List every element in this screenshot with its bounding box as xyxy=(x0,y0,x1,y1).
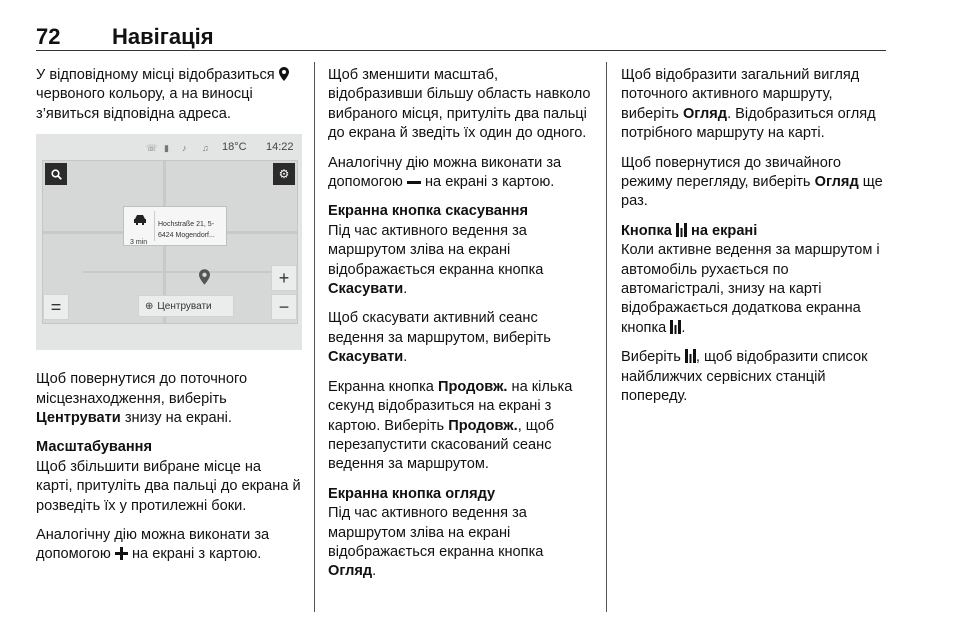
fuel-station-icon xyxy=(670,320,681,334)
plus-icon: + xyxy=(278,267,290,288)
paragraph: Екранна кнопка Продовж. на кілька секунд відобразиться на екрані з картою. Виберіть Продовж., щоб перезапустити скасований сеанс ведення за маршрутом. xyxy=(328,378,573,473)
address-line-2: 6424 Mogendorf... xyxy=(158,232,215,240)
clock: 14:22 xyxy=(266,141,294,154)
menu-icon: = xyxy=(50,296,62,317)
car-icon xyxy=(130,212,150,231)
center-button[interactable]: ⊕ Центрувати xyxy=(138,295,234,317)
signal-icon: ▮ xyxy=(164,143,169,154)
navigation-screenshot xyxy=(36,134,302,350)
location-pin-icon xyxy=(199,269,210,285)
location-pin-icon xyxy=(279,67,289,81)
header-rule xyxy=(36,50,886,51)
paragraph: Виберіть , щоб відобразити список найближчих сервісних станцій попереду. xyxy=(621,349,868,405)
gear-icon: ⚙ xyxy=(278,166,290,181)
page-number: 72 xyxy=(36,24,61,49)
paragraph: Щоб збільшити вибране місце на карті, притуліть два пальці до екрана й розведіть їх у протилежні боки. xyxy=(36,458,301,514)
address-line-1: Hochstraße 21, 5- xyxy=(158,221,215,229)
mute-icon: ♪ xyxy=(182,143,187,154)
section-heading: Масштабування xyxy=(36,439,152,456)
paragraph: У відповідному місці відобразиться червоного кольору, а на виносці з’явиться відповідна адреса. xyxy=(36,66,301,124)
paragraph: Щоб скасувати активний сеанс ведення за маршрутом, виберіть Скасувати. xyxy=(328,310,551,366)
column-divider-1 xyxy=(314,62,315,612)
zoom-out-button[interactable] xyxy=(271,294,297,320)
settings-button[interactable] xyxy=(273,163,295,185)
paragraph: Щоб повернутися до поточного місцезнаходження, виберіть Центрувати знизу на екрані. xyxy=(36,371,248,427)
zoom-in-button[interactable] xyxy=(271,265,297,291)
section-heading: Екранна кнопка огляду xyxy=(328,485,496,502)
address-callout[interactable] xyxy=(123,206,227,246)
section-heading: Кнопка на екрані xyxy=(621,222,758,239)
plus-icon xyxy=(115,547,128,560)
phone-icon: ☏ xyxy=(146,143,158,154)
minus-icon: − xyxy=(278,296,290,317)
paragraph: Щоб зменшити масштаб, відобразивши більшу область навколо вибраного місця, притуліть два пальці до екрана й зведіть їх один до одного. xyxy=(328,67,591,142)
column-2 xyxy=(328,66,593,592)
paragraph: Коли активне ведення за маршрутом і автомобіль рухається по автомагістралі, знизу на карті відображається додаткова екранна кнопка . xyxy=(621,242,880,336)
music-icon: ♫ xyxy=(202,143,209,154)
route-time: 3 min xyxy=(130,239,148,247)
paragraph: Під час активного ведення за маршрутом зліва на екрані відображається екранна кнопка Скасувати. xyxy=(328,222,544,298)
section-heading: Екранна кнопка скасування xyxy=(328,203,529,220)
fuel-station-icon xyxy=(685,349,696,363)
column-1 xyxy=(36,66,301,575)
paragraph: Щоб повернутися до звичайного режиму перегляду, виберіть Огляд ще раз. xyxy=(621,154,883,210)
column-divider-2 xyxy=(606,62,607,612)
page-header xyxy=(36,24,886,52)
paragraph: Під час активного ведення за маршрутом зліва на екрані відображається екранна кнопка Огляд. xyxy=(328,505,544,580)
search-button[interactable] xyxy=(45,163,67,185)
temperature: 18°C xyxy=(222,141,247,154)
fuel-station-icon xyxy=(676,223,687,237)
menu-button[interactable] xyxy=(43,294,69,320)
status-bar xyxy=(36,134,302,156)
paragraph: Аналогічну дію можна виконати за допомогою на екрані з картою. xyxy=(36,527,270,563)
column-3 xyxy=(621,66,889,417)
page-title: Навігація xyxy=(112,24,214,49)
search-icon xyxy=(51,169,62,180)
paragraph: Щоб відобразити загальний вигляд поточного активного маршруту, виберіть Огляд. Відобразиться огляд потрібного маршруту на карті. xyxy=(621,67,876,142)
paragraph: Аналогічну дію можна виконати за допомогою на екрані з картою. xyxy=(328,154,562,191)
minus-icon xyxy=(407,178,421,188)
target-icon: ⊕ xyxy=(145,300,154,312)
